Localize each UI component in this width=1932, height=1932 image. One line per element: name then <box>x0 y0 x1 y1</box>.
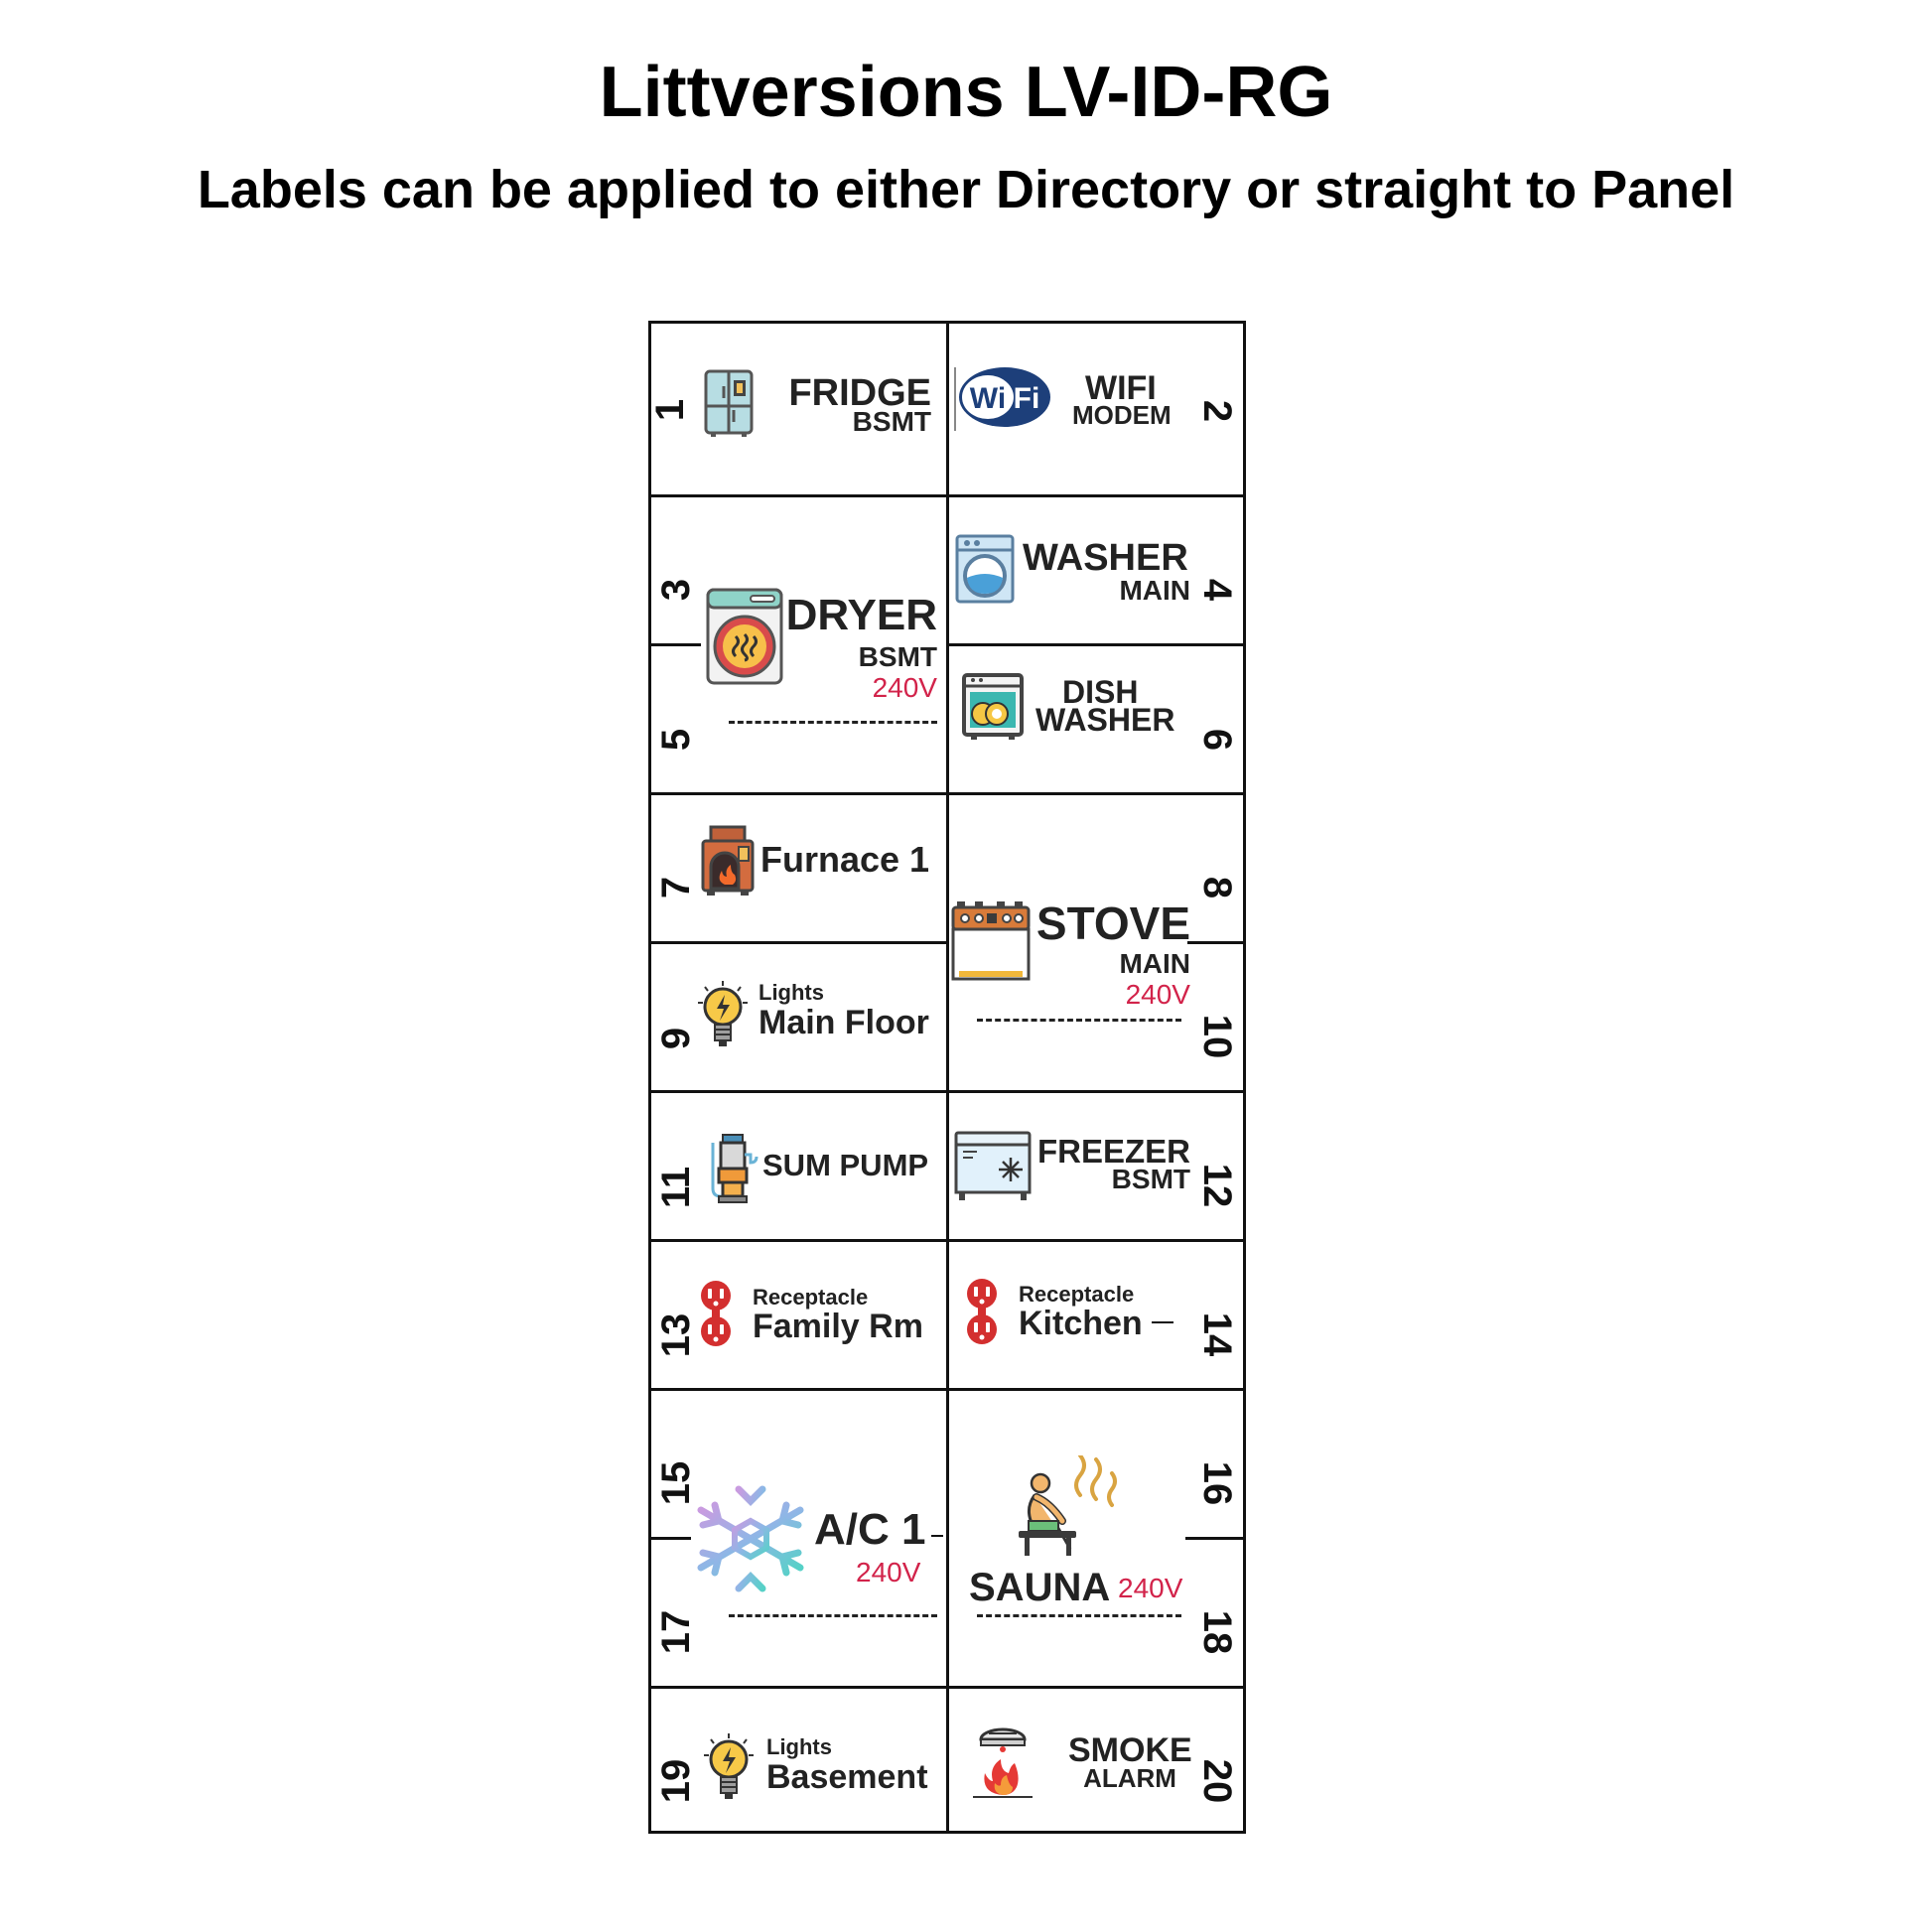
page-title: Littversions LV-ID-RG <box>599 53 1333 132</box>
circuit-number-18: 18 <box>1195 1609 1239 1655</box>
circuit-number-15: 15 <box>654 1460 698 1506</box>
row-divider <box>651 1686 1243 1689</box>
wifi-logo-icon <box>953 361 1052 433</box>
wifi-label: WIFI <box>1085 369 1157 407</box>
fridge-icon <box>703 368 755 438</box>
ac-voltage: 240V <box>856 1557 921 1587</box>
circuit-number-11: 11 <box>654 1166 698 1209</box>
washer-sublabel: MAIN <box>1119 575 1190 606</box>
sauna-voltage: 240V <box>1118 1573 1183 1603</box>
circuit-number-5: 5 <box>654 728 698 752</box>
dishwasher-icon <box>961 672 1025 742</box>
lights-basement-label: Basement <box>766 1758 928 1796</box>
fridge-label: FRIDGE <box>788 372 931 414</box>
circuit-number-2: 2 <box>1195 399 1239 423</box>
receptacle-family-small-label: Receptacle <box>753 1285 869 1310</box>
dryer-label: DRYER <box>785 591 937 639</box>
circuit-number-1: 1 <box>648 398 692 422</box>
circuit-number-12: 12 <box>1195 1163 1239 1208</box>
kitchen-dash-mark <box>1152 1321 1173 1323</box>
sump-pump-icon <box>705 1133 760 1204</box>
circuit-number-16: 16 <box>1195 1460 1239 1506</box>
smoke-alarm-icon <box>967 1725 1038 1801</box>
lightbulb-icon <box>695 979 751 1050</box>
washer-icon <box>955 534 1015 604</box>
ac-label: A/C 1 <box>814 1505 926 1554</box>
dryer-sublabel: BSMT <box>858 641 937 672</box>
stove-sublabel: MAIN <box>1119 948 1190 979</box>
center-divider <box>946 324 949 1831</box>
fridge-sublabel: BSMT <box>852 406 931 437</box>
lights-main-small-label: Lights <box>759 980 824 1005</box>
double-pole-dash <box>977 1614 1181 1617</box>
smoke-alarm-sublabel: ALARM <box>1083 1763 1176 1793</box>
dryer-voltage: 240V <box>872 672 937 703</box>
double-pole-dash <box>977 1019 1181 1022</box>
circuit-number-10: 10 <box>1195 1014 1239 1059</box>
row-divider <box>1185 1537 1243 1540</box>
row-divider <box>651 1239 1243 1242</box>
circuit-number-6: 6 <box>1195 728 1239 752</box>
circuit-number-7: 7 <box>654 876 698 899</box>
wifi-logo-f: Fi <box>1013 382 1040 415</box>
dryer-icon <box>705 587 784 686</box>
furnace-icon <box>701 825 755 897</box>
ac-dash-mark <box>931 1535 943 1537</box>
row-divider <box>651 1537 691 1540</box>
sauna-icon <box>1015 1455 1120 1561</box>
receptacle-kitchen-small-label: Receptacle <box>1019 1282 1135 1307</box>
freezer-icon <box>953 1130 1033 1203</box>
circuit-number-20: 20 <box>1195 1758 1239 1804</box>
page-subtitle: Labels can be applied to either Directory or straight to Panel <box>197 160 1735 219</box>
double-pole-dash <box>729 1614 937 1617</box>
circuit-number-8: 8 <box>1195 876 1239 899</box>
stove-icon <box>951 899 1031 983</box>
row-divider <box>949 643 1243 646</box>
circuit-number-17: 17 <box>654 1609 698 1655</box>
circuit-number-14: 14 <box>1195 1311 1239 1357</box>
washer-label: WASHER <box>1023 537 1188 579</box>
wifi-logo-w: Wi <box>969 382 1007 415</box>
dishwasher-label-line1: DISH <box>1062 674 1139 710</box>
row-divider <box>651 1388 1243 1391</box>
dishwasher-label-line2: WASHER <box>1035 702 1175 738</box>
row-divider <box>1187 941 1243 944</box>
receptacle-kitchen-label: Kitchen <box>1019 1305 1143 1342</box>
stove-voltage: 240V <box>1125 979 1190 1010</box>
circuit-number-13: 13 <box>654 1312 698 1358</box>
row-divider <box>651 941 946 944</box>
circuit-number-9: 9 <box>654 1027 698 1050</box>
outlet-icon <box>965 1277 999 1346</box>
circuit-number-3: 3 <box>654 578 698 602</box>
furnace-label: Furnace 1 <box>760 839 930 880</box>
smoke-alarm-label: SMOKE <box>1068 1731 1192 1769</box>
wifi-sublabel: MODEM <box>1072 400 1172 430</box>
row-divider <box>651 643 701 646</box>
row-divider <box>651 792 1243 795</box>
lights-basement-small-label: Lights <box>766 1734 832 1759</box>
sump-pump-label: SUM PUMP <box>762 1148 929 1182</box>
lights-main-label: Main Floor <box>759 1004 929 1041</box>
lightbulb-icon <box>701 1731 757 1803</box>
receptacle-family-label: Family Rm <box>753 1308 923 1345</box>
freezer-label: FREEZER <box>1036 1133 1190 1170</box>
snowflake-icon <box>689 1475 812 1602</box>
stove-label: STOVE <box>1035 897 1190 949</box>
row-divider <box>651 494 1243 497</box>
outlet-icon <box>699 1279 733 1348</box>
circuit-number-4: 4 <box>1195 578 1239 602</box>
panel-directory <box>648 321 1246 1834</box>
row-divider <box>651 1090 1243 1093</box>
freezer-sublabel: BSMT <box>1111 1164 1190 1194</box>
circuit-number-19: 19 <box>654 1758 698 1804</box>
sauna-label: SAUNA <box>969 1566 1111 1609</box>
double-pole-dash <box>729 721 937 724</box>
